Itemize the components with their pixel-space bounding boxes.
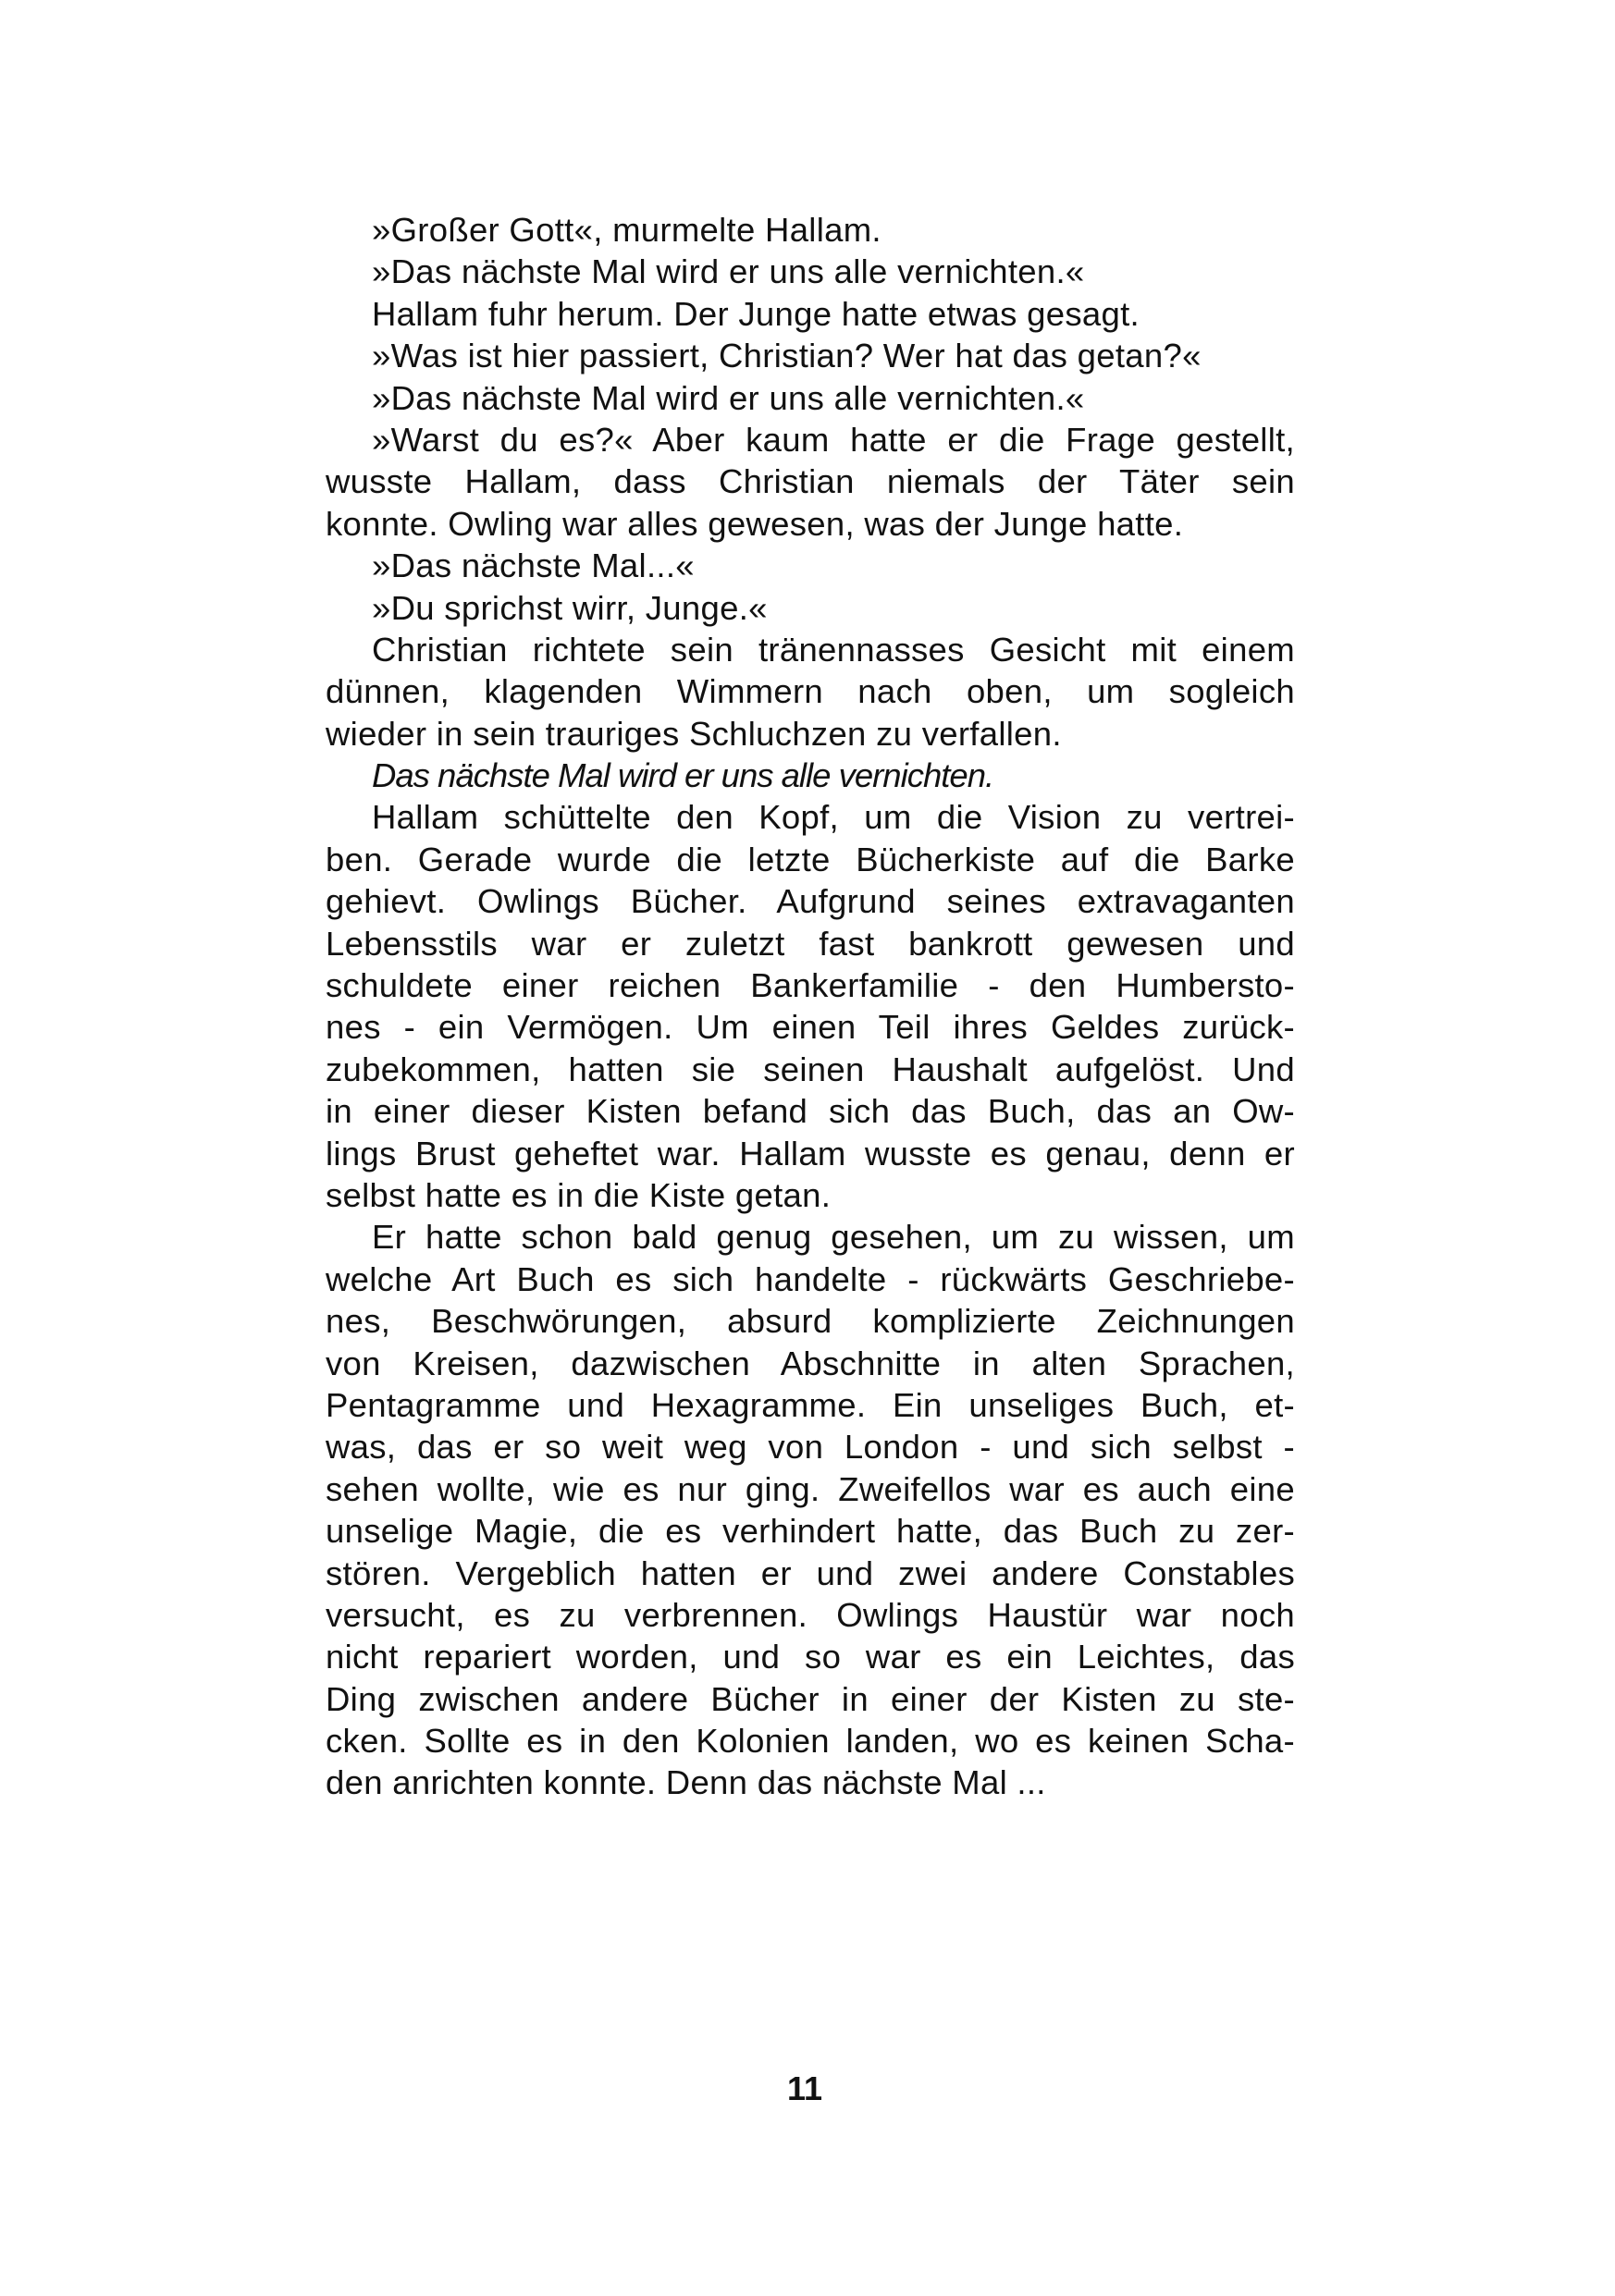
text-line: »Das nächste Mal wird er uns alle vernichten.« <box>372 378 1085 417</box>
text-line: dünnen, klagenden Wimmern nach oben, um sogleich <box>326 672 1295 711</box>
text-line: wieder in sein trauriges Schluchzen zu verfallen. <box>326 714 1062 753</box>
text-line: selbst hatte es in die Kiste getan. <box>326 1175 832 1214</box>
text-line: nes - ein Vermögen. Um einen Teil ihres Geldes zurück- <box>326 1008 1295 1047</box>
text-line: wusste Hallam, dass Christian niemals der Täter sein <box>326 462 1295 501</box>
text-line: unselige Magie, die es verhindert hatte, das Buch zu zer- <box>326 1512 1295 1551</box>
text-line: konnte. Owling war alles gewesen, was der Junge hatte. <box>326 504 1184 543</box>
text-line: nes, Beschwörungen, absurd komplizierte Zeichnungen <box>326 1302 1295 1341</box>
text-line: den anrichten konnte. Denn das nächste Mal ... <box>326 1763 1046 1802</box>
text-line: »Großer Gott«, murmelte Hallam. <box>372 211 881 249</box>
text-line: cken. Sollte es in den Kolonien landen, wo es keinen Scha- <box>326 1722 1295 1761</box>
text-line: »Das nächste Mal...« <box>372 546 695 585</box>
text-line: welche Art Buch es sich handelte - rückwärts Geschriebe- <box>326 1259 1295 1298</box>
text-line: von Kreisen, dazwischen Abschnitte in alten Sprachen, <box>326 1344 1295 1382</box>
text-line: »Du sprichst wirr, Junge.« <box>372 588 768 627</box>
text-line: zubekommen, hatten sie seinen Haushalt aufgelöst. Und <box>326 1050 1295 1088</box>
text-line: nicht repariert worden, und so war es ein Leichtes, das <box>326 1638 1295 1676</box>
text-line: »Was ist hier passiert, Christian? Wer hat das getan?« <box>372 337 1202 375</box>
text-line: Hallam fuhr herum. Der Junge hatte etwas gesagt. <box>372 294 1140 333</box>
text-line: Lebensstils war er zuletzt fast bankrott gewesen und <box>326 924 1295 963</box>
text-line: Ding zwischen andere Bücher in einer der Kisten zu ste- <box>326 1679 1295 1718</box>
text-line: versucht, es zu verbrennen. Owlings Haustür war noch <box>326 1595 1295 1634</box>
text-line: schuldete einer reichen Bankerfamilie - den Humbersto- <box>326 966 1295 1005</box>
text-line: Christian richtete sein tränennasses Gesicht mit einem <box>372 630 1295 669</box>
text-line: »Warst du es?« Aber kaum hatte er die Frage gestellt, <box>372 420 1295 459</box>
body-text <box>326 209 1295 1804</box>
text-line: lings Brust geheftet war. Hallam wusste es genau, denn er <box>326 1134 1295 1173</box>
italic-text-line: Das nächste Mal wird er uns alle vernichten. <box>372 756 994 795</box>
page-number: 11 <box>786 2069 823 2107</box>
text-line: »Das nächste Mal wird er uns alle vernichten.« <box>372 252 1085 291</box>
text-line: in einer dieser Kisten befand sich das Buch, das an Ow- <box>326 1092 1295 1131</box>
text-line: Pentagramme und Hexagramme. Ein unseliges Buch, et- <box>326 1385 1295 1424</box>
text-line: sehen wollte, wie es nur ging. Zweifellos war es auch eine <box>326 1469 1295 1508</box>
text-line: ben. Gerade wurde die letzte Bücherkiste auf die Barke <box>326 840 1295 878</box>
text-line: Er hatte schon bald genug gesehen, um zu wissen, um <box>372 1218 1295 1257</box>
text-line: stören. Vergeblich hatten er und zwei andere Constables <box>326 1553 1295 1592</box>
text-line: Hallam schüttelte den Kopf, um die Vision zu vertrei- <box>372 798 1295 837</box>
text-line: was, das er so weit weg von London - und sich selbst - <box>326 1428 1295 1467</box>
text-line: gehievt. Owlings Bücher. Aufgrund seines extravaganten <box>326 882 1295 921</box>
